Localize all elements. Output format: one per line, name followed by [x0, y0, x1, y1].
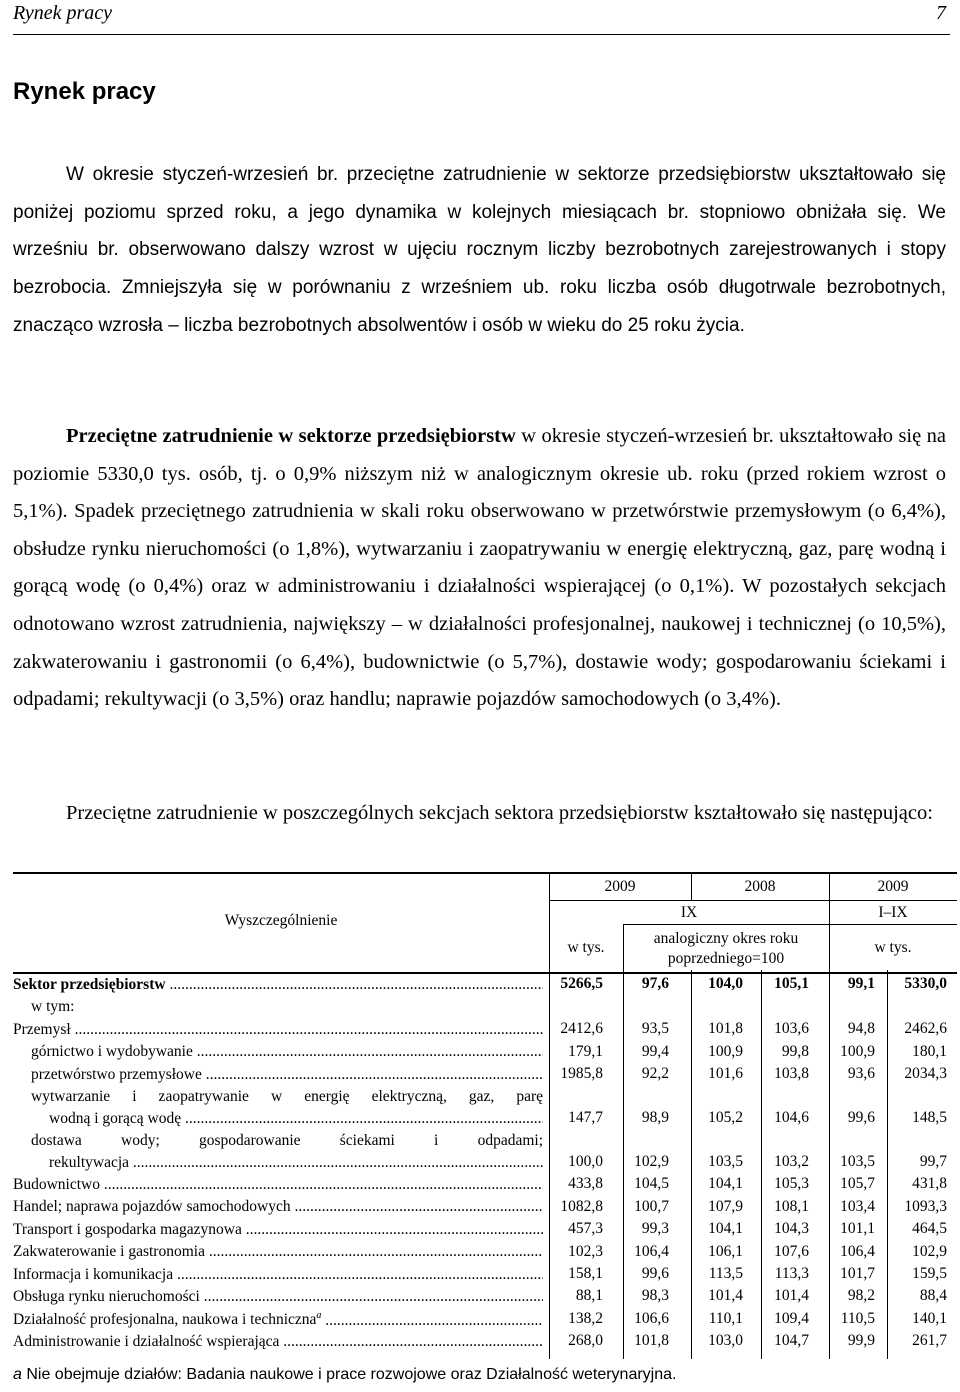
table-row	[13, 1019, 957, 1041]
row-label: Administrowanie i działalność wspierająca	[13, 1332, 280, 1350]
row-value: 102,3	[568, 1242, 603, 1260]
row-value: 100,7	[634, 1197, 669, 1215]
row-label-cell	[13, 1266, 543, 1284]
table-row	[13, 1196, 957, 1218]
row-value: 88,4	[919, 1287, 947, 1305]
row-label: Handel; naprawa pojazdów samochodowych	[13, 1198, 291, 1216]
employment-text: w okresie styczeń-wrzesień br. ukształtowało się na poziomie 5330,0 tys. osób, tj. o 0,9% niższym niż w analogicznym okresie ub. roku (przed rokiem wzrost o 5,1%). Spadek przeciętnego zatrudnienia w skali roku obserwowano w przetwórstwie przemysłowym (o 6,4%), obsłudze rynku nieruchomości (o 1,8%), wytwarzaniu i zaopatrywaniu w energię elektryczną, gaz, parę wodną i gorącą wodę (o 0,4%) oraz w administrowaniu i działalności wspierającej (o 0,1%). W pozostałych sekcjach odnotowano wzrost zatrudnienia, największy – w działalności profesjonalnej, naukowej i technicznej (o 10,5%), zakwaterowaniu i gastronomii (o 6,4%), budownictwie (o 5,7%), dostawie wody; gospodarowaniu ściekami i odpadami; rekultywacji (o 3,5%) oraz handlu; naprawie pojazdów samochodowych (o 3,4%).	[13, 425, 947, 711]
row-value: 2412,6	[560, 1020, 603, 1038]
row-label: Zakwaterowanie i gastronomia	[13, 1243, 205, 1261]
header-year-2009-ix: 2009	[604, 878, 636, 895]
row-value: 108,1	[774, 1197, 809, 1215]
row-value: 99,4	[641, 1042, 669, 1060]
row-value: 104,6	[774, 1109, 809, 1126]
footnote-text: Nie obejmuje działów: Badania naukowe i prace rozwojowe oraz Działalność weterynaryjna.	[21, 1366, 677, 1383]
row-label: Budownictwo	[13, 1176, 100, 1193]
row-value: 102,9	[912, 1242, 947, 1260]
header-wtys-2: w tys.	[874, 939, 912, 956]
row-value: 140,1	[912, 1309, 947, 1327]
row-value: 2462,6	[904, 1020, 947, 1038]
row-label-cont: wodną i gorącą wodę .....	[31, 1108, 543, 1130]
row-label: wytwarzanie i zaopatrywanie w energię elektryczną, gaz, parę	[31, 1088, 543, 1105]
row-value: 105,1	[774, 975, 809, 993]
row-value: 113,5	[708, 1264, 743, 1282]
row-value: 101,4	[774, 1287, 809, 1305]
row-value: 101,8	[634, 1332, 669, 1350]
row-value: 5330,0	[904, 975, 947, 993]
row-value: 101,6	[708, 1064, 743, 1082]
row-label: Informacja i komunikacja	[13, 1265, 174, 1283]
header-wtys-1: w tys.	[567, 939, 605, 956]
row-value: 104,1	[708, 1175, 743, 1193]
row-value: 99,3	[641, 1220, 669, 1238]
row-label-cont: rekultywacja .....	[31, 1152, 543, 1174]
row-label: dostawa wody; gospodarowanie ściekami i odpadami;	[31, 1132, 543, 1149]
row-value: 98,9	[641, 1109, 669, 1126]
row-value: 1985,8	[560, 1064, 603, 1082]
row-value: 107,9	[708, 1197, 743, 1215]
row-value: 94,8	[847, 1020, 875, 1038]
table-row	[13, 1174, 957, 1196]
row-value: 92,2	[641, 1064, 669, 1082]
table-row	[13, 1331, 957, 1353]
row-value: 93,6	[847, 1064, 875, 1082]
row-label-cell	[13, 1086, 543, 1130]
row-value: 105,3	[774, 1175, 809, 1193]
table-row	[13, 974, 957, 996]
row-value: 1093,3	[904, 1197, 947, 1215]
section-title: Rynek pracy	[13, 78, 156, 105]
row-label: Przemysł	[13, 1020, 71, 1038]
row-value: 99,1	[847, 975, 875, 993]
table-row	[13, 1241, 957, 1263]
row-value: 103,5	[708, 1153, 743, 1170]
row-value: 104,3	[774, 1220, 809, 1238]
row-value: 113,3	[774, 1264, 809, 1282]
page-number: 7	[936, 2, 946, 24]
row-value: 100,9	[708, 1042, 743, 1060]
table-row	[13, 1064, 957, 1086]
employment-table	[13, 872, 957, 1350]
table-row	[13, 1264, 957, 1286]
row-value: 103,8	[774, 1064, 809, 1082]
row-value: 98,2	[847, 1287, 875, 1305]
row-value: 106,4	[634, 1242, 669, 1260]
row-value: 101,8	[708, 1020, 743, 1038]
row-value: 103,4	[840, 1197, 875, 1215]
row-value: 457,3	[568, 1220, 603, 1238]
table-row	[13, 1041, 957, 1063]
row-value: 110,1	[708, 1309, 743, 1327]
table-row	[13, 1219, 957, 1241]
row-label-cell	[13, 1198, 543, 1216]
row-value: 104,1	[708, 1220, 743, 1238]
footnote-mark: a	[13, 1366, 22, 1383]
footnote	[13, 1366, 676, 1384]
employment-lead: Przeciętne zatrudnienie w sektorze przedsiębiorstw	[66, 425, 516, 447]
row-value: 99,6	[641, 1264, 669, 1282]
row-value: 464,5	[912, 1220, 947, 1238]
row-value: 103,0	[708, 1332, 743, 1350]
row-label-cell	[13, 1310, 543, 1329]
row-label-cell	[13, 1333, 543, 1351]
row-value: 106,4	[840, 1242, 875, 1260]
row-value: 138,2	[568, 1309, 603, 1327]
row-label: górnictwo i wydobywanie	[31, 1043, 193, 1061]
table-intro-paragraph: Przeciętne zatrudnienie w poszczególnych sekcjach sektora przedsiębiorstw kształtowało się następująco:	[66, 802, 933, 824]
row-value: 99,6	[847, 1109, 875, 1126]
running-head	[13, 0, 950, 35]
row-value: 99,7	[919, 1153, 947, 1170]
row-value: 100,9	[840, 1042, 875, 1060]
row-value: 93,5	[641, 1020, 669, 1038]
row-value: 101,7	[840, 1264, 875, 1282]
header-year-2009-i-ix: 2009	[877, 878, 909, 895]
row-value: 98,3	[641, 1287, 669, 1305]
row-label-cell	[13, 1021, 543, 1039]
row-value: 103,6	[774, 1020, 809, 1038]
row-label-cell	[13, 1130, 543, 1174]
row-value: 105,2	[708, 1109, 743, 1126]
row-label-cell	[13, 1221, 543, 1239]
header-label: Wyszczególnienie	[224, 912, 338, 929]
row-value: 104,7	[774, 1332, 809, 1350]
employment-paragraph	[13, 418, 946, 719]
intro-paragraph: W okresie styczeń-wrzesień br. przeciętne zatrudnienie w sektorze przedsiębiorstw ukształtowało się poniżej poziomu sprzed roku, a jego dynamika w kolejnych miesiącach br. stopniowo obniżała się. We wrześniu br. obserwowano dalszy wzrost w ujęciu rocznym liczby bezrobotnych zarejestrowanych i stopy bezrobocia. Zmniejszyła się w porównaniu z wrześniem ub. roku liczba osób długotrwale bezrobotnych, znacząco wzrosła – liczba bezrobotnych absolwentów i osób w wieku do 25 roku życia.	[13, 164, 946, 336]
row-value: 101,1	[840, 1220, 875, 1238]
row-label: Obsługa rynku nieruchomości	[13, 1288, 200, 1305]
row-value: 147,7	[568, 1109, 603, 1126]
header-ix: IX	[680, 904, 698, 921]
table-row	[13, 1086, 957, 1130]
running-head-title: Rynek pracy	[13, 2, 113, 24]
row-value: 179,1	[568, 1042, 603, 1060]
row-value: 180,1	[912, 1042, 947, 1060]
row-value: 159,5	[912, 1264, 947, 1282]
row-value: 106,1	[708, 1242, 743, 1260]
row-value: 431,8	[912, 1175, 947, 1193]
row-value: 99,9	[847, 1332, 875, 1350]
table-row	[13, 1130, 957, 1174]
row-value: 104,0	[708, 975, 743, 993]
row-label-cell	[13, 1288, 543, 1306]
row-value: 103,2	[774, 1153, 809, 1170]
footnote-ref: a	[316, 1310, 322, 1322]
row-value: 148,5	[912, 1109, 947, 1126]
row-label: w tym:	[31, 998, 75, 1016]
row-label: Transport i gospodarka magazynowa	[13, 1220, 242, 1238]
row-label-cell	[13, 1043, 543, 1061]
row-value: 99,8	[781, 1042, 809, 1060]
row-value: 1082,8	[560, 1197, 603, 1215]
row-value: 158,1	[568, 1264, 603, 1282]
row-label: Sektor przedsiębiorstw	[13, 976, 166, 993]
row-value: 2034,3	[904, 1064, 947, 1082]
header-i-ix: I–IX	[878, 904, 908, 921]
row-value: 104,5	[634, 1175, 669, 1193]
row-value: 88,1	[575, 1287, 603, 1305]
row-label-cell	[13, 976, 543, 994]
header-analog: analogiczny okres roku poprzedniego=100	[653, 930, 799, 967]
row-value: 102,9	[634, 1153, 669, 1170]
table-row	[13, 1286, 957, 1308]
row-value: 107,6	[774, 1242, 809, 1260]
row-value: 105,7	[840, 1175, 875, 1193]
row-label-cell	[13, 1176, 543, 1194]
row-label: Działalność profesjonalna, naukowa i techniczna	[13, 1311, 317, 1329]
row-value: 97,6	[641, 975, 669, 993]
row-value: 101,4	[708, 1287, 743, 1305]
row-value: 109,4	[774, 1309, 809, 1327]
row-value: 261,7	[912, 1332, 947, 1350]
table-row	[13, 996, 957, 1018]
row-value: 5266,5	[560, 975, 603, 993]
row-value: 268,0	[568, 1332, 603, 1350]
row-label-cell	[13, 1066, 543, 1084]
row-value: 433,8	[568, 1175, 603, 1193]
row-label-cell	[13, 1243, 543, 1261]
table-row	[13, 1308, 957, 1330]
row-label-cell	[13, 998, 543, 1016]
table-header	[13, 872, 957, 974]
row-value: 103,5	[840, 1153, 875, 1170]
row-value: 106,6	[634, 1309, 669, 1327]
header-year-2008: 2008	[744, 878, 776, 895]
row-value: 100,0	[568, 1153, 603, 1170]
row-label: przetwórstwo przemysłowe	[31, 1065, 202, 1083]
row-value: 110,5	[840, 1309, 875, 1327]
